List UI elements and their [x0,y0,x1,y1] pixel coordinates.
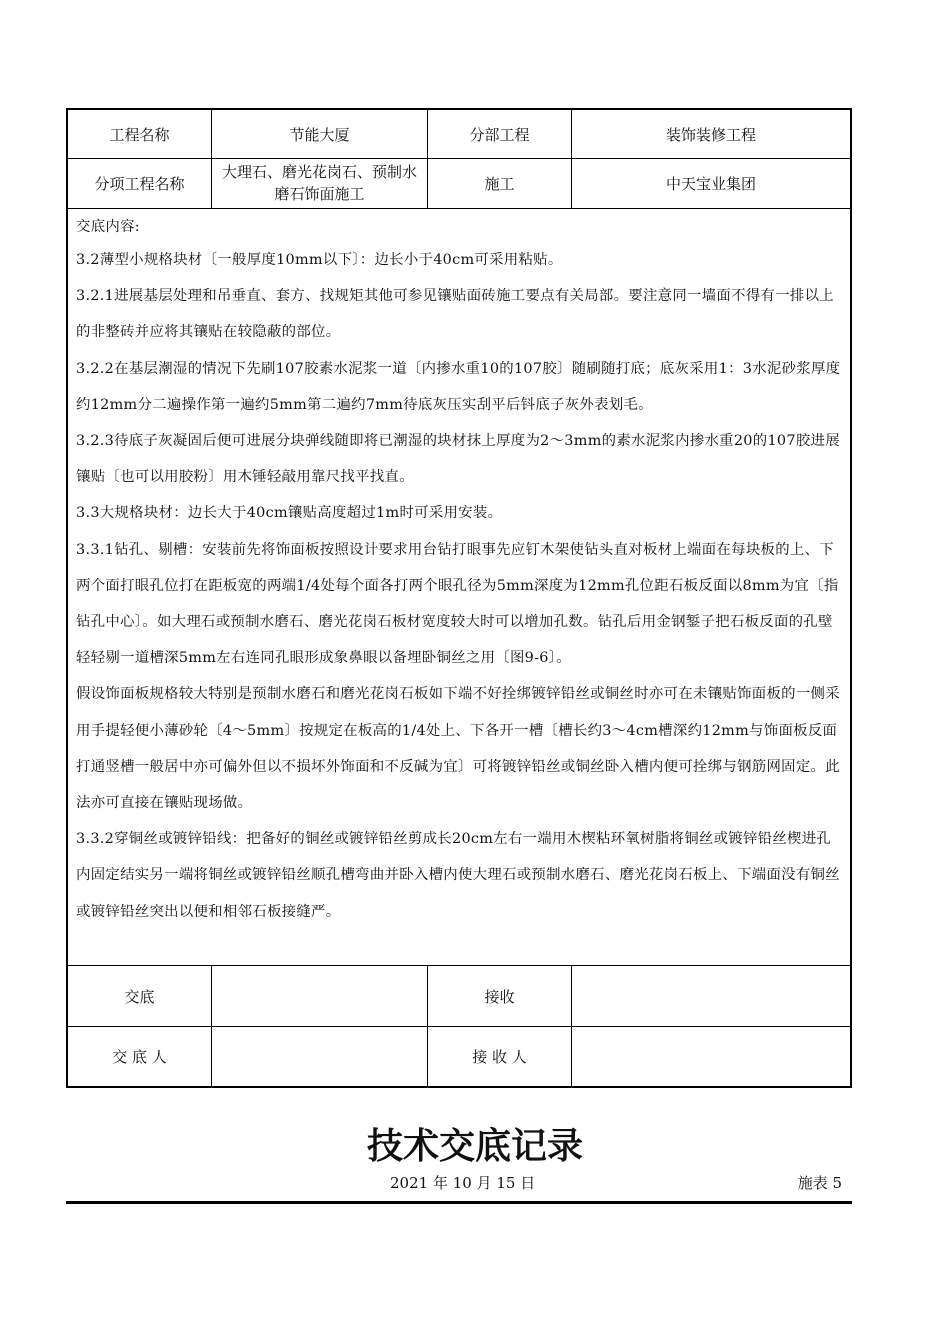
record-date: 2021 年 10 月 15 日 [390,1174,536,1192]
bottom-rule [66,1201,852,1204]
content-heading: 交底内容: [76,219,140,235]
receive-label: 接收 [428,966,572,1026]
handover-record-table [66,108,852,1088]
handover-person-label: 交 底 人 [68,1027,212,1086]
content-paragraph: 3.2.3待底子灰凝固后便可进展分块弹线随即将已潮湿的块材抹上厚度为2～3mm的素水泥浆内掺水重20的107胶进展镶贴〔也可以用胶粉〕用木锤轻敲用靠尺找平找直。 [76,433,840,486]
header-row-project [68,110,850,159]
construction-value: 中天宝业集团 [665,174,756,193]
division-label: 分部工程 [428,110,572,158]
content-paragraph: 3.2.2在基层潮湿的情况下先刷107胶素水泥浆一道〔内掺水重10的107胶〕随刷随打底；底灰采用1：3水泥砂浆厚度约12mm分二遍操作第一遍约5mm第二遍约7mm待底灰压实刮平后钭底子灰外表划毛。 [76,360,841,413]
content-paragraph: 3.2.1进展基层处理和吊垂直、套方、找规矩其他可参见镶贴面砖施工要点有关局部。要注意同一墙面不得有一排以上的非整砖并应将其镶贴在较隐蔽的部位。 [76,288,834,341]
project-name-value: 节能大厦 [212,110,428,158]
form-number: 施表 5 [797,1174,842,1192]
content-paragraph: 3.3.2穿铜丝或镀锌铅线：把备好的铜丝或镀锌铅丝剪成长20cm左右一端用木楔粘环氧树脂将铜丝或镀锌铅丝楔进孔内固定结实另一端将铜丝或镀锌铅丝顺孔槽弯曲并卧入槽内使大理石或预制水磨石、磨光花岗石板上、下端面没有铜丝或镀锌铅丝突出以便和相邻石板接缝严。 [76,831,840,920]
footer-row-persons [68,1027,850,1086]
handover-value[interactable] [212,966,428,1026]
handover-person-value[interactable] [212,1027,428,1086]
subitem-label: 分项工程名称 [68,158,212,208]
handover-label: 交底 [68,966,212,1026]
construction-label: 施工 [428,158,572,208]
division-value: 装饰装修工程 [665,125,756,144]
header-row-subitem [68,158,850,209]
content-paragraph: 3.2薄型小规格块材〔一般厚度10mm以下〕：边长小于40cm可采用粘贴。 [76,252,563,268]
handover-content [68,208,850,966]
subitem-value: 大理石、磨光花岗石、预制水磨石饰面施工 [212,158,428,208]
content-paragraph: 3.3.1钻孔、剔槽：安装前先将饰面板按照设计要求用台钻打眼事先应钉木架使钻头直对板材上端面在每块板的上、下两个面打眼孔位打在距板宽的两端1/4处每个面各打两个眼孔径为5mm深度为12mm孔位距石板反面以8mm为宜〔指钻孔中心〕。如大理石或预制水磨石、磨光花岗石板材宽度较大时可以增加孔数。钻孔后用金钢錾子把石板反面的孔壁轻轻剔一道槽深5mm左右连同孔眼形成象鼻眼以备埋卧铜丝之用〔图9-6〕。 [76,541,839,667]
receive-person-label: 接 收 人 [428,1027,572,1086]
content-paragraph: 假设饰面板规格较大特别是预制水磨石和磨光花岗石板如下端不好拴绑镀锌铅丝或铜丝时亦可在未镶贴饰面板的一侧采用手提轻便小薄砂轮〔4～5mm〕按规定在板高的1/4处上、下各开一槽〔槽长约3～4cm槽深约12mm与饰面板反面打通竖槽一般居中亦可偏外但以不损坏外饰面和不反碱为宜〕可将镀锌铅丝或铜丝卧入槽内便可拴绑与钢筋网固定。此法亦可直接在镶贴现场做。 [76,686,840,812]
footer-row-handover [68,966,850,1027]
page-title: 技术交底记录 [366,1126,583,1167]
content-paragraph: 3.3大规格块材：边长大于40cm镶贴高度超过1m时可采用安装。 [76,505,503,522]
receive-person-value[interactable] [572,1027,850,1086]
project-name-label: 工程名称 [68,110,212,158]
receive-value[interactable] [572,966,850,1026]
